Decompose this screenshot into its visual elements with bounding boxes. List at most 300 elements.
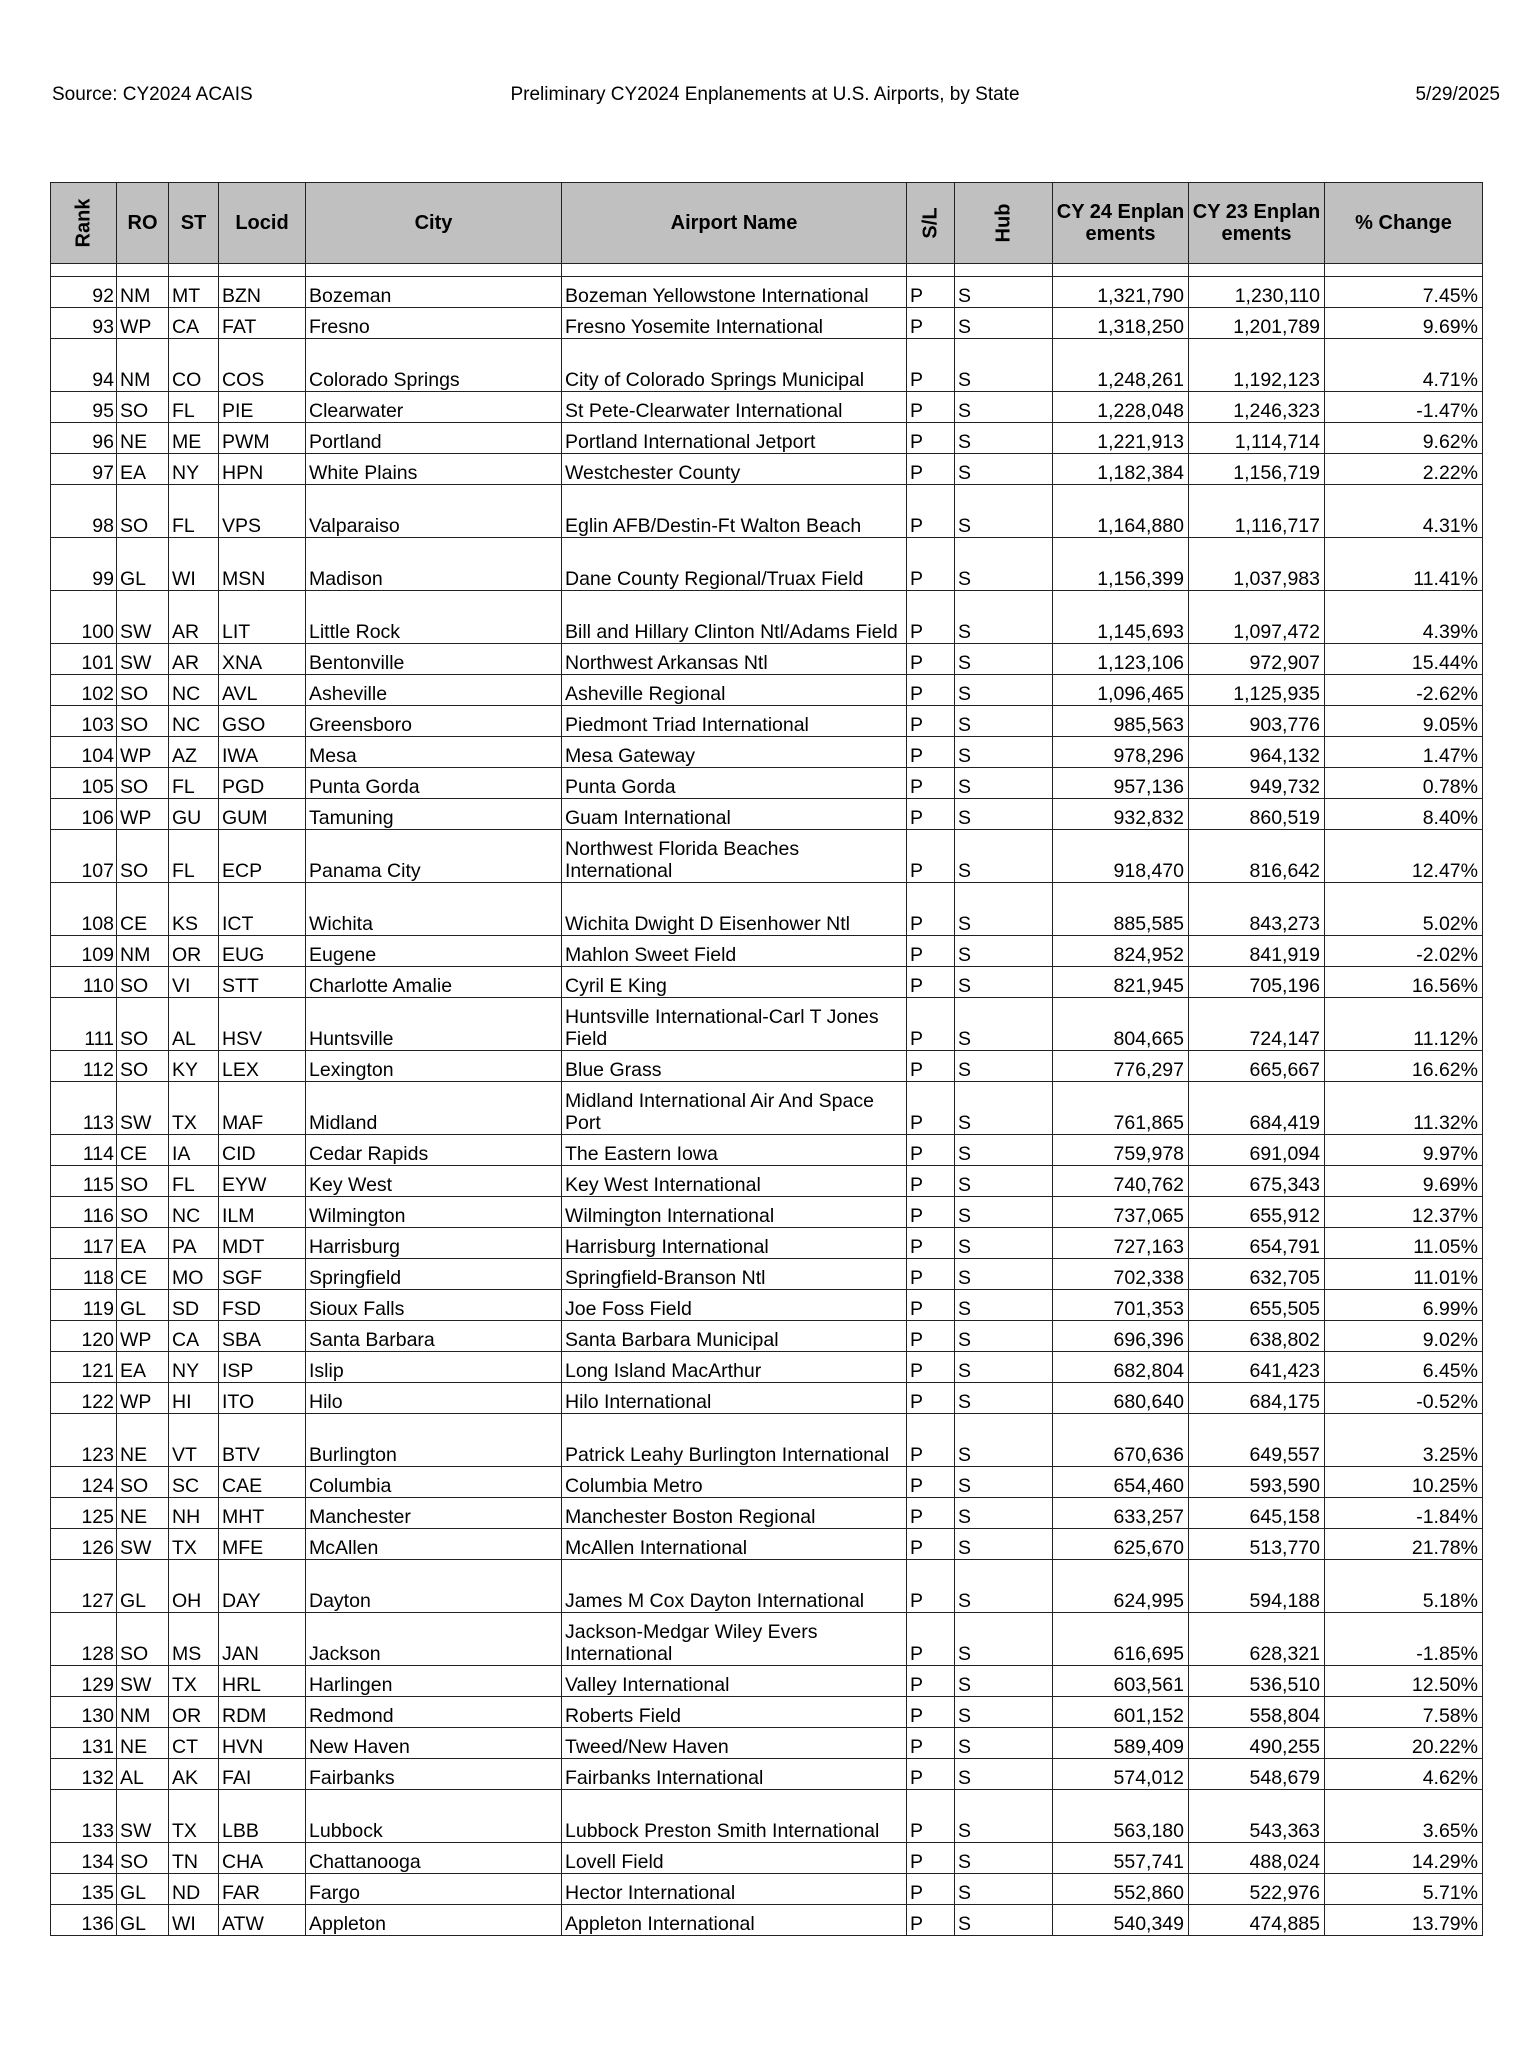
table-row	[51, 1728, 1483, 1759]
cell-pct-change: 9.97%	[1325, 1135, 1483, 1166]
cell-airport-name: City of Colorado Springs Municipal	[562, 339, 907, 392]
cell-airport-name: Bill and Hillary Clinton Ntl/Adams Field	[562, 591, 907, 644]
cell-airport-name: Jackson-Medgar Wiley Evers International	[562, 1613, 907, 1666]
cell-hub: S	[955, 706, 1053, 737]
cell-st: OH	[169, 1560, 219, 1613]
cell-hub: S	[955, 1905, 1053, 1936]
cell-locid: FAI	[219, 1759, 306, 1790]
cell-cy24: 759,978	[1053, 1135, 1189, 1166]
cell-cy23: 655,505	[1189, 1290, 1325, 1321]
table-row	[51, 1321, 1483, 1352]
cell-sl: P	[907, 967, 955, 998]
cell-ro: SW	[117, 591, 169, 644]
cell-hub: S	[955, 998, 1053, 1051]
cell-city: Huntsville	[306, 998, 562, 1051]
table-row	[51, 830, 1483, 883]
cell-hub: S	[955, 538, 1053, 591]
cell-airport-name: James M Cox Dayton International	[562, 1560, 907, 1613]
cell-locid: ILM	[219, 1197, 306, 1228]
cell-cy23: 628,321	[1189, 1613, 1325, 1666]
cell-hub: S	[955, 1197, 1053, 1228]
cell-airport-name: Hilo International	[562, 1383, 907, 1414]
cell-rank: 100	[51, 591, 117, 644]
cell-pct-change: 1.47%	[1325, 737, 1483, 768]
table-header-row	[51, 183, 1483, 264]
cell-city: Panama City	[306, 830, 562, 883]
cell-city: Madison	[306, 538, 562, 591]
cell-city: Wichita	[306, 883, 562, 936]
cell-ro: EA	[117, 454, 169, 485]
cell-hub: S	[955, 1728, 1053, 1759]
cell-sl: P	[907, 1759, 955, 1790]
table-row	[51, 1197, 1483, 1228]
cell-sl: P	[907, 1905, 955, 1936]
cell-pct-change: 9.02%	[1325, 1321, 1483, 1352]
cell-ro: CE	[117, 1259, 169, 1290]
cell-ro: NE	[117, 1728, 169, 1759]
cell-cy24: 1,318,250	[1053, 308, 1189, 339]
cell-locid: LBB	[219, 1790, 306, 1843]
cell-sl: P	[907, 1290, 955, 1321]
table-row	[51, 1414, 1483, 1467]
cell-rank: 121	[51, 1352, 117, 1383]
cell-ro: EA	[117, 1352, 169, 1383]
cell-pct-change: -1.47%	[1325, 392, 1483, 423]
cell-rank: 96	[51, 423, 117, 454]
cell-rank: 119	[51, 1290, 117, 1321]
table-row	[51, 675, 1483, 706]
cell-sl: P	[907, 644, 955, 675]
cell-ro: SO	[117, 485, 169, 538]
cell-cy23: 1,116,717	[1189, 485, 1325, 538]
cell-ro: SO	[117, 392, 169, 423]
cell-rank: 132	[51, 1759, 117, 1790]
cell-locid: CHA	[219, 1843, 306, 1874]
cell-locid: PWM	[219, 423, 306, 454]
cell-locid: ECP	[219, 830, 306, 883]
cell-st: TX	[169, 1082, 219, 1135]
cell-rank: 99	[51, 538, 117, 591]
cell-locid: JAN	[219, 1613, 306, 1666]
cell-st: AL	[169, 998, 219, 1051]
cell-st: AZ	[169, 737, 219, 768]
cell-hub: S	[955, 737, 1053, 768]
cell-city: Burlington	[306, 1414, 562, 1467]
cell-sl: P	[907, 998, 955, 1051]
cell-hub: S	[955, 1352, 1053, 1383]
cell-rank: 128	[51, 1613, 117, 1666]
cell-rank: 125	[51, 1498, 117, 1529]
cell-city: Chattanooga	[306, 1843, 562, 1874]
table-row	[51, 1352, 1483, 1383]
cell-city: Asheville	[306, 675, 562, 706]
cell-st: NH	[169, 1498, 219, 1529]
cell-st: OR	[169, 936, 219, 967]
cell-city: Clearwater	[306, 392, 562, 423]
cell-pct-change: 10.25%	[1325, 1467, 1483, 1498]
cell-st: FL	[169, 485, 219, 538]
col-header-hub: Hub	[955, 183, 1053, 264]
table-row	[51, 737, 1483, 768]
cell-locid: BTV	[219, 1414, 306, 1467]
cell-airport-name: Roberts Field	[562, 1697, 907, 1728]
cell-hub: S	[955, 1259, 1053, 1290]
cell-cy24: 1,228,048	[1053, 392, 1189, 423]
cell-locid: GSO	[219, 706, 306, 737]
table-body	[51, 264, 1483, 1936]
col-header-pct-change: % Change	[1325, 183, 1483, 264]
table-row	[51, 485, 1483, 538]
cell-locid: SGF	[219, 1259, 306, 1290]
cell-cy24: 540,349	[1053, 1905, 1189, 1936]
table-row	[51, 1082, 1483, 1135]
cell-city: Colorado Springs	[306, 339, 562, 392]
cell-st: AR	[169, 591, 219, 644]
cell-sl: P	[907, 1082, 955, 1135]
cell-locid: IWA	[219, 737, 306, 768]
cell-hub: S	[955, 423, 1053, 454]
cell-pct-change: 12.47%	[1325, 830, 1483, 883]
table-row	[51, 644, 1483, 675]
cell-airport-name: Hector International	[562, 1874, 907, 1905]
cell-st: TN	[169, 1843, 219, 1874]
cell-airport-name: Springfield-Branson Ntl	[562, 1259, 907, 1290]
cell-ro: SO	[117, 706, 169, 737]
cell-city: Greensboro	[306, 706, 562, 737]
enplanements-table	[50, 182, 1483, 1936]
table-row	[51, 1467, 1483, 1498]
cell-ro: SO	[117, 998, 169, 1051]
cell-ro: SO	[117, 967, 169, 998]
cell-cy23: 705,196	[1189, 967, 1325, 998]
cell-cy24: 957,136	[1053, 768, 1189, 799]
cell-pct-change: 11.32%	[1325, 1082, 1483, 1135]
cell-ro: WP	[117, 737, 169, 768]
cell-city: Harrisburg	[306, 1228, 562, 1259]
cell-locid: XNA	[219, 644, 306, 675]
table-row	[51, 1529, 1483, 1560]
cell-st: SD	[169, 1290, 219, 1321]
cell-hub: S	[955, 830, 1053, 883]
cell-sl: P	[907, 485, 955, 538]
cell-rank: 131	[51, 1728, 117, 1759]
table-row	[51, 967, 1483, 998]
cell-ro: SW	[117, 644, 169, 675]
cell-pct-change: 3.65%	[1325, 1790, 1483, 1843]
cell-ro: CE	[117, 1135, 169, 1166]
cell-sl: P	[907, 768, 955, 799]
col-header-city: City	[306, 183, 562, 264]
cell-st: FL	[169, 768, 219, 799]
cell-st: MT	[169, 277, 219, 308]
cell-ro: NM	[117, 277, 169, 308]
cell-cy24: 701,353	[1053, 1290, 1189, 1321]
cell-airport-name: Guam International	[562, 799, 907, 830]
cell-hub: S	[955, 967, 1053, 998]
table-row	[51, 1166, 1483, 1197]
cell-hub: S	[955, 768, 1053, 799]
cell-st: FL	[169, 830, 219, 883]
cell-hub: S	[955, 308, 1053, 339]
cell-st: MS	[169, 1613, 219, 1666]
cell-cy23: 543,363	[1189, 1790, 1325, 1843]
cell-hub: S	[955, 1166, 1053, 1197]
cell-ro: SO	[117, 1166, 169, 1197]
cell-locid: FSD	[219, 1290, 306, 1321]
cell-cy24: 670,636	[1053, 1414, 1189, 1467]
col-header-st: ST	[169, 183, 219, 264]
cell-st: TX	[169, 1529, 219, 1560]
col-header-locid: Locid	[219, 183, 306, 264]
cell-st: TX	[169, 1790, 219, 1843]
cell-pct-change: 14.29%	[1325, 1843, 1483, 1874]
cell-cy23: 724,147	[1189, 998, 1325, 1051]
cell-cy24: 603,561	[1053, 1666, 1189, 1697]
table-row	[51, 1905, 1483, 1936]
cell-cy24: 589,409	[1053, 1728, 1189, 1759]
cell-hub: S	[955, 1843, 1053, 1874]
cell-cy24: 625,670	[1053, 1529, 1189, 1560]
cell-airport-name: Key West International	[562, 1166, 907, 1197]
cell-locid: ICT	[219, 883, 306, 936]
cell-cy23: 903,776	[1189, 706, 1325, 737]
cell-locid: SBA	[219, 1321, 306, 1352]
cell-cy23: 972,907	[1189, 644, 1325, 675]
cell-airport-name: Joe Foss Field	[562, 1290, 907, 1321]
cell-cy23: 593,590	[1189, 1467, 1325, 1498]
cell-cy23: 488,024	[1189, 1843, 1325, 1874]
cell-airport-name: Patrick Leahy Burlington International	[562, 1414, 907, 1467]
cell-hub: S	[955, 675, 1053, 706]
cell-ro: CE	[117, 883, 169, 936]
table-row	[51, 454, 1483, 485]
cell-rank: 123	[51, 1414, 117, 1467]
cell-rank: 98	[51, 485, 117, 538]
cell-airport-name: Mahlon Sweet Field	[562, 936, 907, 967]
cell-sl: P	[907, 1843, 955, 1874]
cell-cy24: 727,163	[1053, 1228, 1189, 1259]
cell-cy23: 536,510	[1189, 1666, 1325, 1697]
cell-hub: S	[955, 277, 1053, 308]
cell-sl: P	[907, 830, 955, 883]
cell-cy24: 557,741	[1053, 1843, 1189, 1874]
cell-pct-change: 4.39%	[1325, 591, 1483, 644]
cell-hub: S	[955, 1414, 1053, 1467]
cell-hub: S	[955, 1383, 1053, 1414]
cell-pct-change: 11.12%	[1325, 998, 1483, 1051]
cell-city: Hilo	[306, 1383, 562, 1414]
cell-sl: P	[907, 737, 955, 768]
cell-airport-name: Dane County Regional/Truax Field	[562, 538, 907, 591]
cell-cy24: 1,164,880	[1053, 485, 1189, 538]
cell-cy24: 654,460	[1053, 1467, 1189, 1498]
cell-hub: S	[955, 1759, 1053, 1790]
cell-rank: 114	[51, 1135, 117, 1166]
cell-sl: P	[907, 883, 955, 936]
cell-pct-change: 6.99%	[1325, 1290, 1483, 1321]
cell-city: Santa Barbara	[306, 1321, 562, 1352]
cell-ro: SO	[117, 830, 169, 883]
cell-st: NY	[169, 454, 219, 485]
cell-locid: LIT	[219, 591, 306, 644]
cell-city: Eugene	[306, 936, 562, 967]
table-row	[51, 538, 1483, 591]
cell-city: Lubbock	[306, 1790, 562, 1843]
cell-cy24: 1,145,693	[1053, 591, 1189, 644]
cell-cy23: 964,132	[1189, 737, 1325, 768]
cell-cy23: 1,097,472	[1189, 591, 1325, 644]
cell-cy24: 776,297	[1053, 1051, 1189, 1082]
cell-sl: P	[907, 1697, 955, 1728]
cell-hub: S	[955, 1051, 1053, 1082]
cell-ro: GL	[117, 1905, 169, 1936]
cell-airport-name: McAllen International	[562, 1529, 907, 1560]
table-row	[51, 1874, 1483, 1905]
cell-airport-name: Midland International Air And Space Port	[562, 1082, 907, 1135]
cell-airport-name: Long Island MacArthur	[562, 1352, 907, 1383]
cell-sl: P	[907, 1728, 955, 1759]
cell-cy24: 740,762	[1053, 1166, 1189, 1197]
table-row	[51, 1790, 1483, 1843]
cell-rank: 117	[51, 1228, 117, 1259]
cell-airport-name: Fairbanks International	[562, 1759, 907, 1790]
cell-airport-name: Wichita Dwight D Eisenhower Ntl	[562, 883, 907, 936]
cell-st: MO	[169, 1259, 219, 1290]
cell-locid: LEX	[219, 1051, 306, 1082]
cell-city: Punta Gorda	[306, 768, 562, 799]
cell-city: New Haven	[306, 1728, 562, 1759]
table-row	[51, 591, 1483, 644]
cell-pct-change: 8.40%	[1325, 799, 1483, 830]
table-row	[51, 936, 1483, 967]
cell-st: AR	[169, 644, 219, 675]
cell-rank: 103	[51, 706, 117, 737]
cell-pct-change: 11.41%	[1325, 538, 1483, 591]
cell-hub: S	[955, 644, 1053, 675]
cell-airport-name: Harrisburg International	[562, 1228, 907, 1259]
cell-cy24: 696,396	[1053, 1321, 1189, 1352]
cell-airport-name: Eglin AFB/Destin-Ft Walton Beach	[562, 485, 907, 538]
cell-cy24: 702,338	[1053, 1259, 1189, 1290]
table-row	[51, 1697, 1483, 1728]
table-row	[51, 1843, 1483, 1874]
cell-cy23: 816,642	[1189, 830, 1325, 883]
cell-cy24: 552,860	[1053, 1874, 1189, 1905]
cell-st: CT	[169, 1728, 219, 1759]
cell-sl: P	[907, 1321, 955, 1352]
cell-pct-change: 21.78%	[1325, 1529, 1483, 1560]
cell-cy24: 1,096,465	[1053, 675, 1189, 706]
cell-hub: S	[955, 1498, 1053, 1529]
cell-cy24: 601,152	[1053, 1697, 1189, 1728]
cell-locid: RDM	[219, 1697, 306, 1728]
cell-city: Cedar Rapids	[306, 1135, 562, 1166]
cell-locid: ISP	[219, 1352, 306, 1383]
cell-cy23: 841,919	[1189, 936, 1325, 967]
cell-cy24: 633,257	[1053, 1498, 1189, 1529]
cell-airport-name: Blue Grass	[562, 1051, 907, 1082]
cell-city: Columbia	[306, 1467, 562, 1498]
cell-cy24: 761,865	[1053, 1082, 1189, 1135]
cell-locid: HPN	[219, 454, 306, 485]
cell-rank: 92	[51, 277, 117, 308]
cell-locid: MHT	[219, 1498, 306, 1529]
cell-cy24: 932,832	[1053, 799, 1189, 830]
cell-hub: S	[955, 1560, 1053, 1613]
cell-locid: ITO	[219, 1383, 306, 1414]
cell-cy24: 1,156,399	[1053, 538, 1189, 591]
cell-st: VT	[169, 1414, 219, 1467]
cell-rank: 130	[51, 1697, 117, 1728]
header-spacer-row	[51, 264, 1483, 277]
cell-airport-name: Piedmont Triad International	[562, 706, 907, 737]
cell-ro: NM	[117, 339, 169, 392]
cell-cy23: 513,770	[1189, 1529, 1325, 1560]
cell-rank: 109	[51, 936, 117, 967]
cell-city: Harlingen	[306, 1666, 562, 1697]
cell-pct-change: 13.79%	[1325, 1905, 1483, 1936]
cell-rank: 135	[51, 1874, 117, 1905]
cell-pct-change: 4.71%	[1325, 339, 1483, 392]
cell-rank: 101	[51, 644, 117, 675]
cell-locid: MSN	[219, 538, 306, 591]
cell-st: PA	[169, 1228, 219, 1259]
cell-rank: 102	[51, 675, 117, 706]
cell-cy24: 885,585	[1053, 883, 1189, 936]
cell-st: GU	[169, 799, 219, 830]
cell-pct-change: 9.69%	[1325, 308, 1483, 339]
cell-cy24: 1,123,106	[1053, 644, 1189, 675]
cell-hub: S	[955, 1082, 1053, 1135]
cell-cy23: 522,976	[1189, 1874, 1325, 1905]
cell-pct-change: 3.25%	[1325, 1414, 1483, 1467]
cell-pct-change: -2.62%	[1325, 675, 1483, 706]
cell-cy24: 616,695	[1053, 1613, 1189, 1666]
cell-sl: P	[907, 1498, 955, 1529]
table-row	[51, 998, 1483, 1051]
cell-airport-name: Manchester Boston Regional	[562, 1498, 907, 1529]
cell-sl: P	[907, 454, 955, 485]
cell-cy23: 684,175	[1189, 1383, 1325, 1414]
cell-rank: 134	[51, 1843, 117, 1874]
col-header-sl: S/L	[907, 183, 955, 264]
cell-st: OR	[169, 1697, 219, 1728]
table-row	[51, 1383, 1483, 1414]
cell-cy23: 649,557	[1189, 1414, 1325, 1467]
cell-st: NY	[169, 1352, 219, 1383]
cell-cy23: 548,679	[1189, 1759, 1325, 1790]
cell-hub: S	[955, 339, 1053, 392]
cell-sl: P	[907, 936, 955, 967]
cell-ro: SO	[117, 675, 169, 706]
cell-rank: 126	[51, 1529, 117, 1560]
cell-pct-change: 9.05%	[1325, 706, 1483, 737]
cell-sl: P	[907, 392, 955, 423]
cell-rank: 113	[51, 1082, 117, 1135]
cell-pct-change: -1.85%	[1325, 1613, 1483, 1666]
cell-locid: MAF	[219, 1082, 306, 1135]
cell-hub: S	[955, 1135, 1053, 1166]
cell-sl: P	[907, 1228, 955, 1259]
report-title: Preliminary CY2024 Enplanements at U.S. Airports, by State	[510, 84, 1020, 105]
cell-cy23: 1,246,323	[1189, 392, 1325, 423]
cell-cy23: 594,188	[1189, 1560, 1325, 1613]
cell-cy23: 490,255	[1189, 1728, 1325, 1759]
cell-rank: 107	[51, 830, 117, 883]
cell-city: Portland	[306, 423, 562, 454]
cell-pct-change: 0.78%	[1325, 768, 1483, 799]
cell-city: Islip	[306, 1352, 562, 1383]
